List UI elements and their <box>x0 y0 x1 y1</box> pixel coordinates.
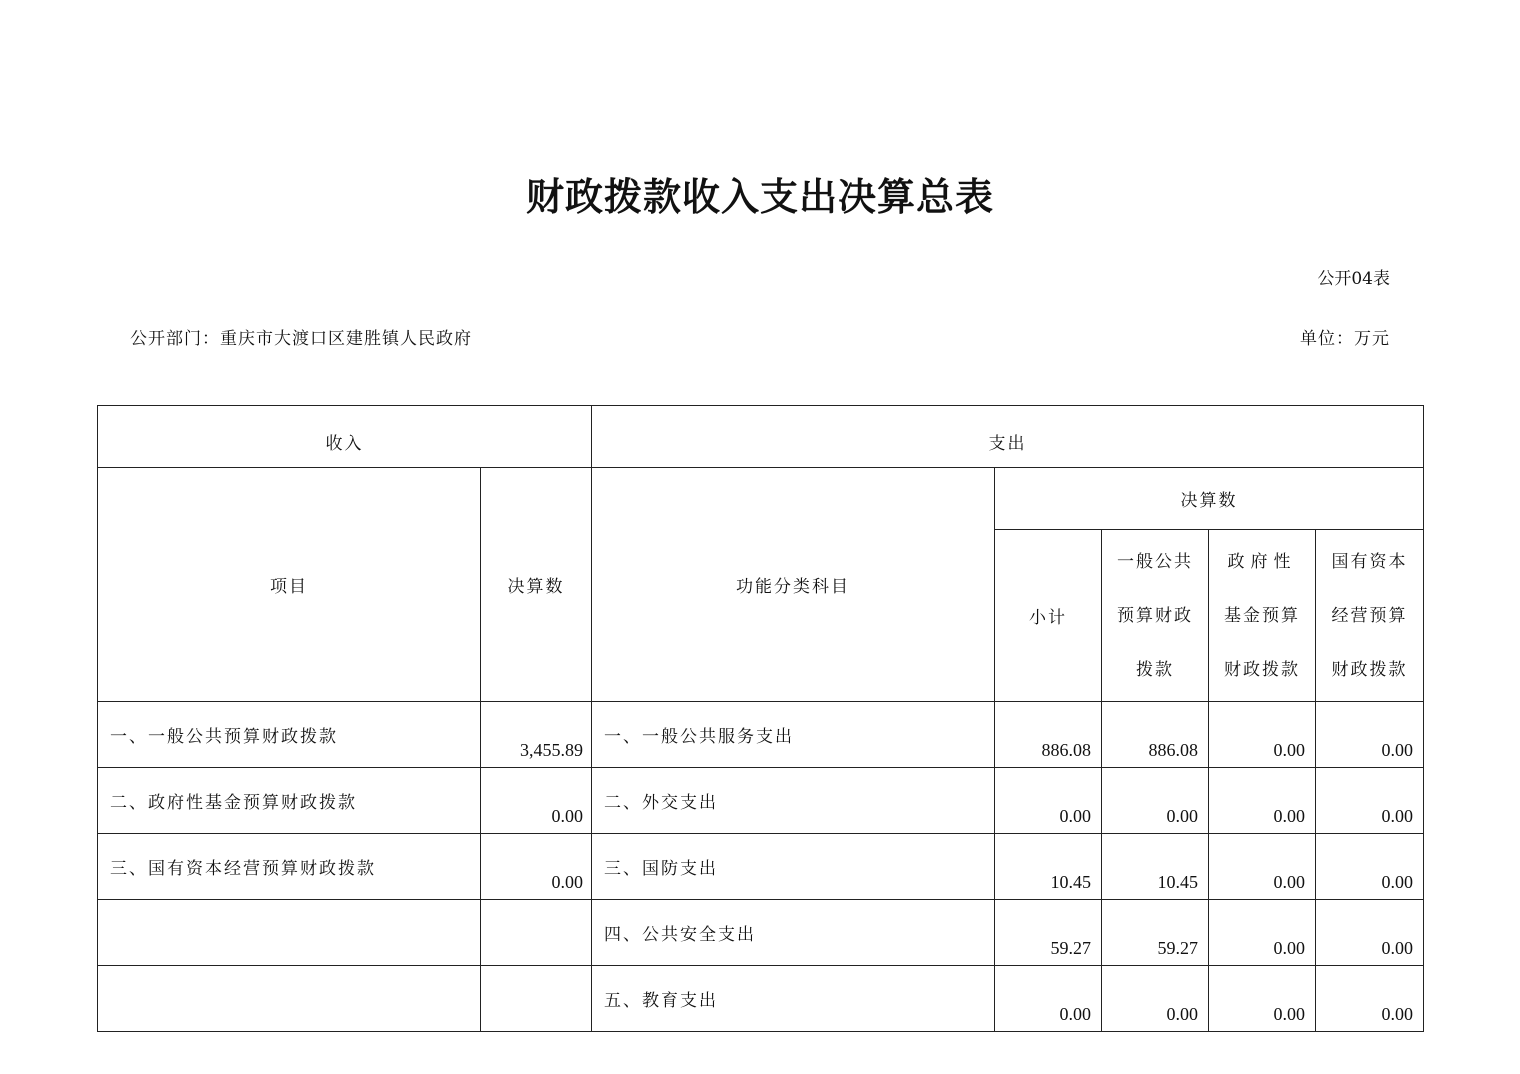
income-item: 二、政府性基金预算财政拨款 <box>98 768 481 834</box>
department-label: 公开部门：重庆市大渡口区建胜镇人民政府 <box>130 329 472 349</box>
general-budget-value: 0.00 <box>1102 768 1209 834</box>
table-row <box>98 834 1424 900</box>
col-header-state-capital <box>1316 530 1424 702</box>
page-title: 财政拨款收入支出决算总表 <box>525 174 994 219</box>
state-capital-value: 0.00 <box>1316 702 1424 768</box>
income-amount: 0.00 <box>481 834 592 900</box>
header-row-sections <box>98 406 1424 468</box>
income-amount: 3,455.89 <box>481 702 592 768</box>
general-budget-value: 886.08 <box>1102 702 1209 768</box>
col-header-fund-line: 政府性 <box>1227 551 1297 572</box>
government-fund-value: 0.00 <box>1209 768 1316 834</box>
income-amount: 0.00 <box>481 768 592 834</box>
table-row <box>98 702 1424 768</box>
col-header-item: 项目 <box>98 468 481 702</box>
expense-item: 三、国防支出 <box>592 834 995 900</box>
col-header-subtotal: 小计 <box>995 530 1102 702</box>
col-header-fund-line: 财政拨款 <box>1224 659 1300 680</box>
state-capital-value: 0.00 <box>1316 966 1424 1032</box>
general-budget-value: 0.00 <box>1102 966 1209 1032</box>
col-header-general-line: 预算财政 <box>1117 605 1193 626</box>
income-amount <box>481 966 592 1032</box>
government-fund-value: 0.00 <box>1209 900 1316 966</box>
income-section-header: 收入 <box>98 406 592 468</box>
unit-label: 单位：万元 <box>1300 329 1390 349</box>
table-row <box>98 966 1424 1032</box>
income-amount <box>481 900 592 966</box>
col-header-government-fund <box>1209 530 1316 702</box>
general-budget-value: 10.45 <box>1102 834 1209 900</box>
col-header-income-amount: 决算数 <box>481 468 592 702</box>
expense-item: 一、一般公共服务支出 <box>592 702 995 768</box>
col-header-general-line: 一般公共 <box>1117 551 1193 572</box>
general-budget-value: 59.27 <box>1102 900 1209 966</box>
col-header-function-category: 功能分类科目 <box>592 468 995 702</box>
state-capital-value: 0.00 <box>1316 834 1424 900</box>
form-number: 公开04表 <box>1317 269 1390 289</box>
expense-item: 五、教育支出 <box>592 966 995 1032</box>
expense-section-header: 支出 <box>592 406 1424 468</box>
col-header-state-line: 财政拨款 <box>1331 659 1408 680</box>
income-item: 三、国有资本经营预算财政拨款 <box>98 834 481 900</box>
state-capital-value: 0.00 <box>1316 900 1424 966</box>
subtotal-value: 59.27 <box>995 900 1102 966</box>
subtotal-value: 10.45 <box>995 834 1102 900</box>
government-fund-value: 0.00 <box>1209 966 1316 1032</box>
col-header-general-budget <box>1102 530 1209 702</box>
col-header-state-line: 国有资本 <box>1331 551 1408 572</box>
state-capital-value: 0.00 <box>1316 768 1424 834</box>
col-header-state-line: 经营预算 <box>1331 605 1408 626</box>
income-item <box>98 966 481 1032</box>
income-item <box>98 900 481 966</box>
government-fund-value: 0.00 <box>1209 702 1316 768</box>
header-row-group <box>98 468 1424 530</box>
col-header-fund-line: 基金预算 <box>1224 605 1300 626</box>
subtotal-value: 886.08 <box>995 702 1102 768</box>
subtotal-value: 0.00 <box>995 768 1102 834</box>
table-row <box>98 900 1424 966</box>
col-header-final-group: 决算数 <box>995 468 1424 530</box>
subtotal-value: 0.00 <box>995 966 1102 1032</box>
appropriation-summary-table <box>97 405 1424 1032</box>
expense-item: 四、公共安全支出 <box>592 900 995 966</box>
expense-item: 二、外交支出 <box>592 768 995 834</box>
government-fund-value: 0.00 <box>1209 834 1316 900</box>
income-item: 一、一般公共预算财政拨款 <box>98 702 481 768</box>
table-row <box>98 768 1424 834</box>
col-header-general-line: 拨款 <box>1136 659 1174 680</box>
